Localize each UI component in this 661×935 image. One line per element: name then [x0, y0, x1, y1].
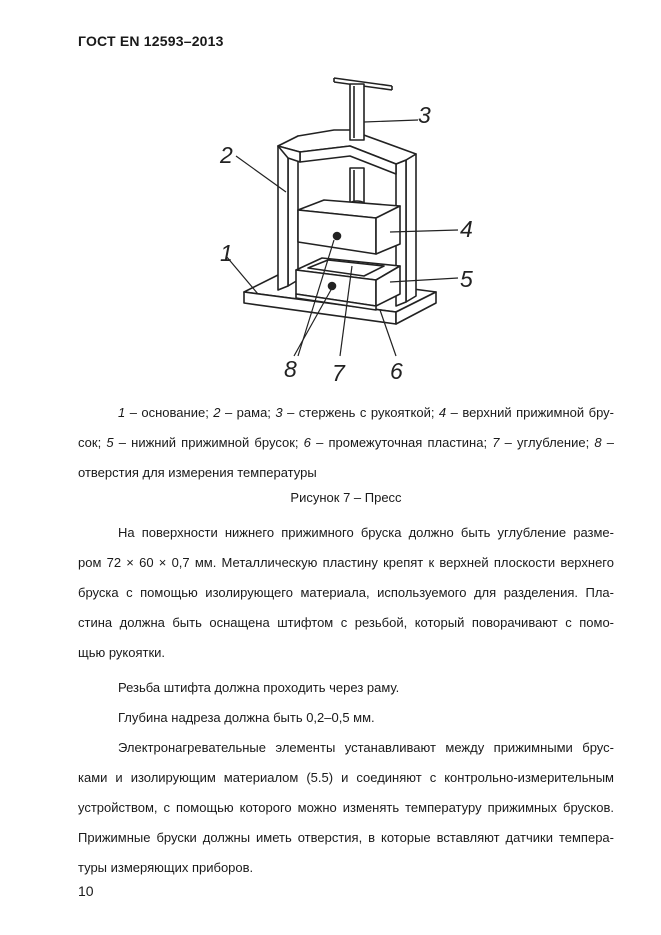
callout-8: 8 — [284, 356, 297, 382]
paragraph-line: стина должна быть оснащена штифтом с резьбой, который поворачивают с помо- — [78, 615, 614, 630]
callout-4: 4 — [460, 216, 473, 242]
callout-1: 1 — [220, 240, 233, 266]
document-header: ГОСТ EN 12593–2013 — [78, 33, 224, 49]
paragraph-line: На поверхности нижнего прижимного бруска должно быть углубление разме- — [118, 525, 614, 540]
callout-7: 7 — [332, 360, 345, 386]
press-figure — [200, 60, 500, 390]
figure-legend — [78, 398, 614, 488]
paragraph-line: щью рукоятки. — [78, 645, 166, 660]
paragraph-4 — [78, 733, 614, 883]
paragraph-line: ками и изолирующим материалом (5.5) и соединяют с контрольно-измерительным — [78, 770, 614, 785]
callout-2: 2 — [220, 142, 233, 168]
press-drawing — [200, 60, 500, 390]
callout-3: 3 — [418, 102, 431, 128]
paragraph-line: Электронагревательные элементы устанавливают между прижимными брус- — [118, 740, 614, 755]
paragraph-line: Резьба штифта должна проходить через раму. — [118, 680, 400, 695]
legend-line-2: сок; 5 – нижний прижимной брусок; 6 – промежуточная пластина; 7 – углубление; 8 – — [78, 435, 615, 450]
callout-5: 5 — [460, 266, 473, 292]
paragraph-line: ром 72 × 60 × 0,7 мм. Металлическую пластину крепят к верхней плоскости верхнего — [78, 555, 614, 570]
page-number: 10 — [78, 883, 94, 899]
paragraph-line: Глубина надреза должна быть 0,2–0,5 мм. — [118, 710, 375, 725]
paragraph-line: бруска с помощью изолирующего материала, используемого для разделения. Пла- — [78, 585, 614, 600]
paragraph-line: туры измеряющих приборов. — [78, 860, 254, 875]
paragraph-1 — [78, 518, 614, 668]
callout-6: 6 — [390, 358, 403, 384]
paragraph-line: устройством, с помощью которого можно изменять температуру прижимных брусков. — [78, 800, 614, 815]
legend-line-1: 1 – основание; 2 – рама; 3 – стержень с рукояткой; 4 – верхний прижимной бру- — [118, 405, 614, 420]
paragraph-line: Прижимные бруски должны иметь отверстия, в которые вставляют датчики темпера- — [78, 830, 614, 845]
paragraph-2 — [78, 673, 614, 703]
legend-line-3: отверстия для измерения температуры — [78, 465, 317, 480]
figure-caption: Рисунок 7 – Пресс — [290, 490, 402, 505]
paragraph-3 — [78, 703, 614, 733]
